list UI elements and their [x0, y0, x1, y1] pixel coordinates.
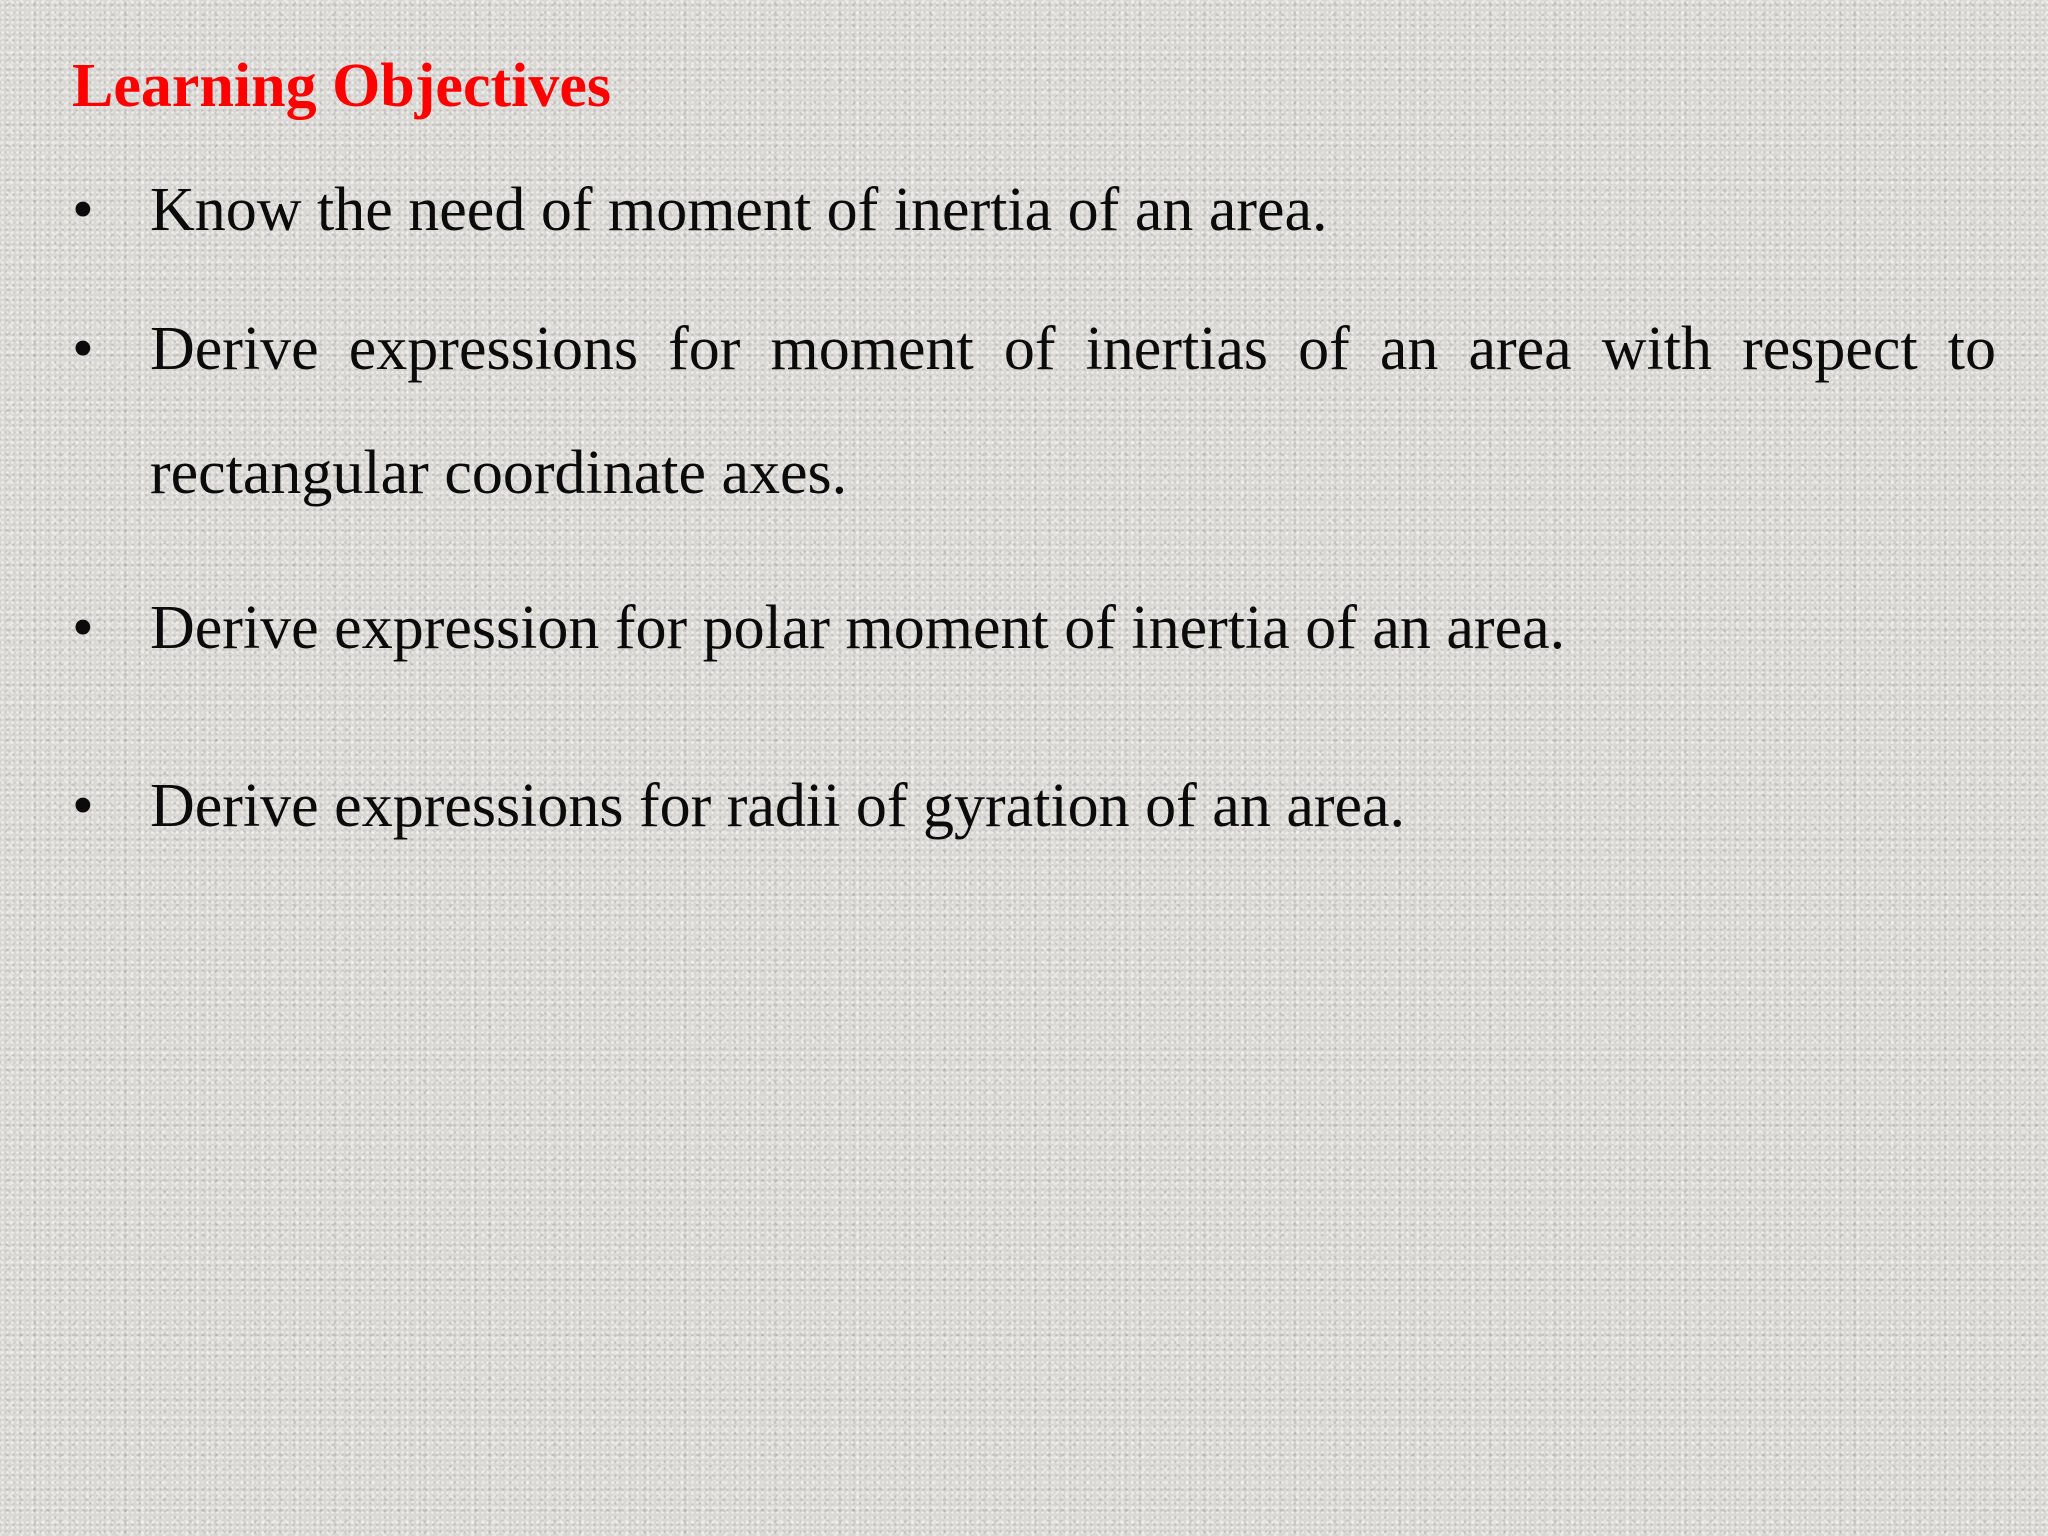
bullet-icon: •: [72, 315, 94, 383]
objective-text: Know the need of moment of inertia of an area.: [150, 176, 1328, 244]
objective-text: Derive expressions for radii of gyration of an area.: [150, 772, 1406, 840]
objective-text: Derive expressions for moment of inertias of an area with respect to rectangular coordinate axes.: [150, 315, 1996, 507]
slide-title: Learning Objectives: [72, 52, 611, 120]
bullet-icon: •: [72, 772, 94, 840]
bullet-icon: •: [72, 594, 94, 662]
objective-text: Derive expression for polar moment of inertia of an area.: [150, 594, 1566, 662]
bullet-icon: •: [72, 176, 94, 244]
